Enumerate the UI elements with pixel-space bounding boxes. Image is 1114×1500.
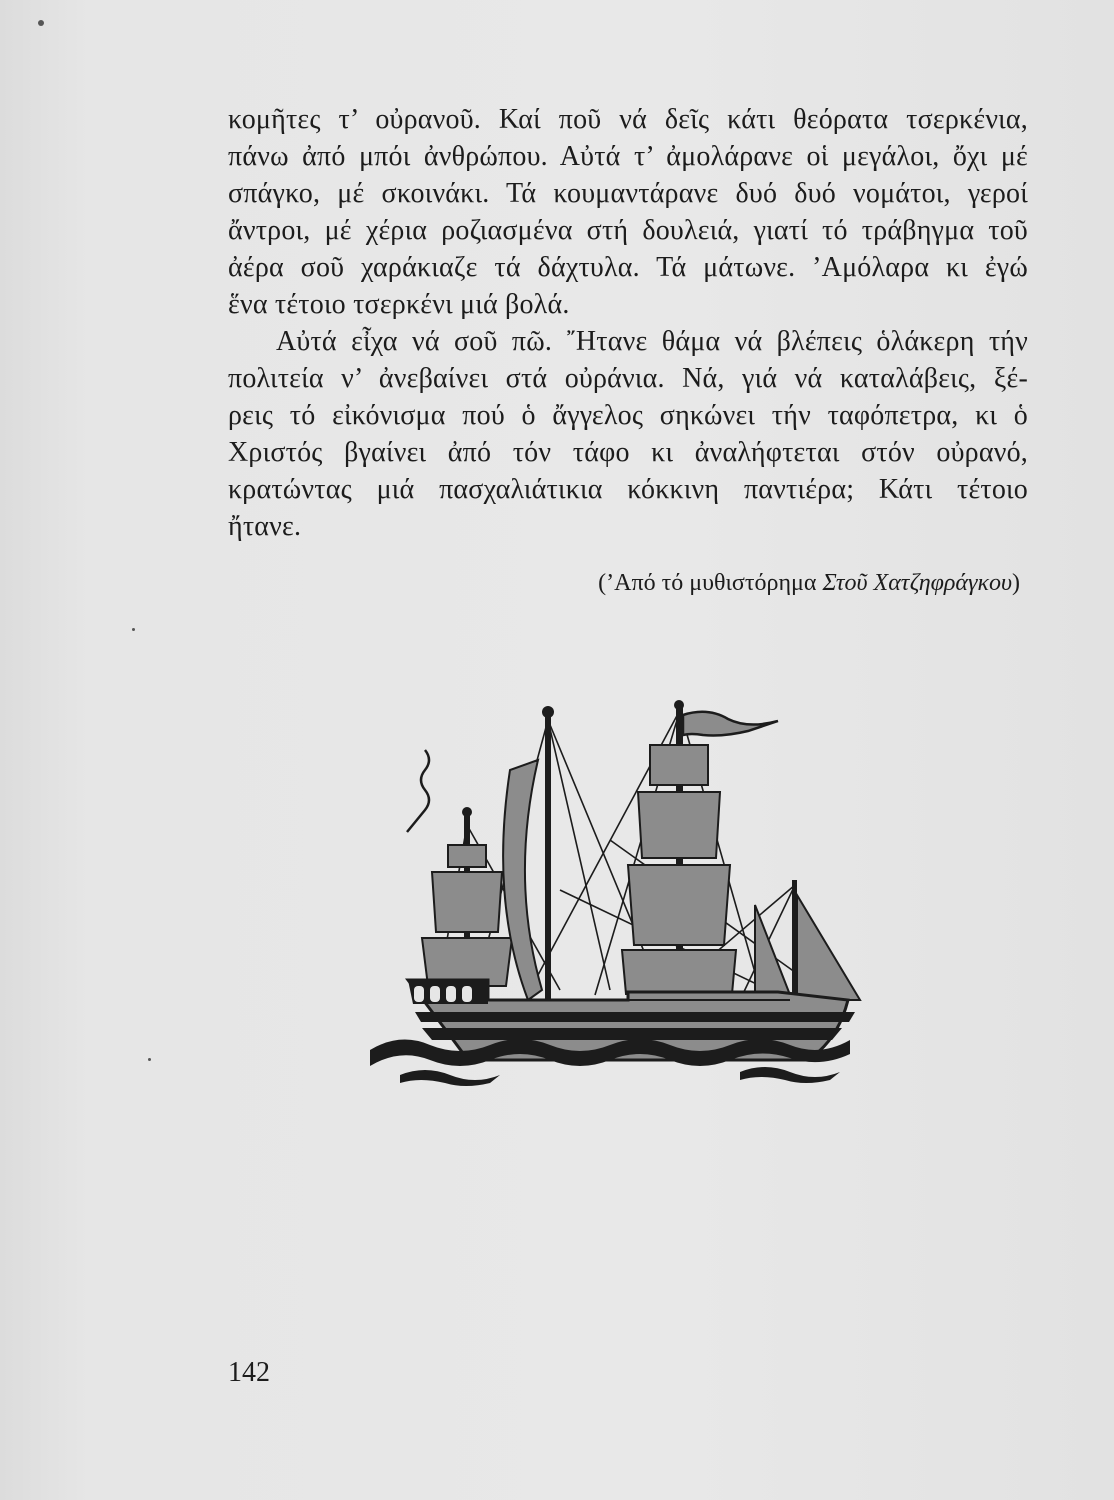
text-line: σπάγκο, μέ σκοινάκι. Τά κουμαντάρανε δυό δυό νομάτοι, γεροί <box>228 178 1028 209</box>
text-line: ἀέρα σοῦ χαράκιαζε τά δάχτυλα. Τά μάτωνε. ’Αμόλαρα κι ἐγώ <box>228 252 1028 283</box>
staysail <box>755 905 792 1000</box>
citation-close-paren: ) <box>1012 570 1020 596</box>
citation-title: Στοῦ Χατζηφράγκου <box>822 570 1012 596</box>
fore-sails <box>422 845 512 986</box>
text-line: πολιτεία ν’ ἀνεβαίνει στά οὐράνια. Νά, γιά νά καταλάβεις, ξέ- <box>228 363 1028 394</box>
text-line: ρεις τό εἰκόνισμα πού ὁ ἄγγελος σηκώνει τήν ταφόπετρα, κι ὁ <box>228 400 1028 431</box>
source-citation <box>598 568 1020 598</box>
text-line: πάνω ἀπό μπόι ἀνθρώπου. Αὐτά τ’ ἀμολάρανε οἱ μεγάλοι, ὄχι μέ <box>228 141 1028 172</box>
text-line: ἕνα τέτοιο τσερκένι μιά βολά. <box>228 289 570 320</box>
sea-waves <box>370 1039 850 1086</box>
text-line: ἤτανε. <box>228 511 302 542</box>
page-number: 142 <box>228 1357 270 1388</box>
main-sails <box>622 745 736 994</box>
citation-open-paren: ( <box>598 570 607 596</box>
ship-illustration <box>360 700 900 1100</box>
jib-sail <box>797 895 860 1000</box>
body-text <box>228 101 1028 545</box>
text-line: κομῆτες τ’ οὐρανοῦ. Καί ποῦ νά δεῖς κάτι θεόρατα τσερκένια, <box>228 104 1028 135</box>
text-line: ἄντροι, μέ χέρια ροζιασμένα στή δουλειά, γιατί τό τράβηγμα τοῦ <box>228 215 1028 246</box>
paper-speck <box>38 20 44 26</box>
text-line: Αὐτά εἶχα νά σοῦ πῶ. ῎Ητανε θάμα νά βλέπεις ὁλάκερη τήν <box>276 326 1028 357</box>
paragraph-2 <box>228 323 1028 545</box>
text-line: κρατώντας μιά πασχαλιάτικια κόκκινη παντιέρα; Κάτι τέτοιο <box>228 474 1028 505</box>
text-line: Χριστός βγαίνει ἀπό τόν τάφο κι ἀναλήφτεται στόν οὐρανό, <box>228 437 1028 468</box>
citation-prefix: ’Από τό μυθιστόρημα <box>606 570 823 596</box>
paper-speck <box>148 1058 151 1061</box>
paragraph-1 <box>228 101 1028 323</box>
paper-speck <box>132 628 135 631</box>
